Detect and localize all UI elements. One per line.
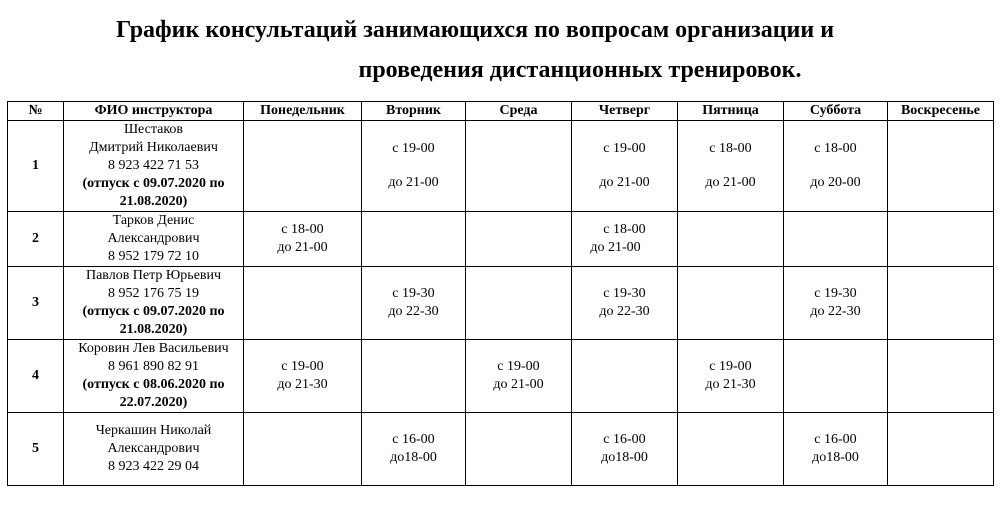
- instructor-name: Александрович: [107, 441, 200, 456]
- document-title: [0, 10, 1000, 90]
- instructor-phone: 8 961 890 82 91: [108, 359, 199, 374]
- instructor-phone: 8 952 179 72 10: [108, 249, 199, 264]
- instructor-cell: [64, 413, 244, 486]
- thursday-cell: [572, 267, 678, 340]
- row-number: 5: [8, 413, 64, 486]
- vacation-note: 22.07.2020): [119, 395, 188, 410]
- time-from: с 19-00: [392, 141, 435, 156]
- friday-cell: [678, 121, 784, 212]
- table-header-row: [8, 102, 994, 121]
- sunday-cell: [888, 413, 994, 486]
- time-from: с 18-00: [281, 222, 324, 237]
- time-from: с 19-00: [709, 359, 752, 374]
- sunday-cell: [888, 267, 994, 340]
- instructor-name: Павлов Петр Юрьевич: [85, 268, 222, 283]
- time-to: до18-00: [812, 450, 859, 465]
- row-number: 4: [8, 340, 64, 413]
- sunday-cell: [888, 212, 994, 267]
- instructor-name: Черкашин Николай: [95, 423, 212, 438]
- wednesday-cell: [466, 212, 572, 267]
- time-to: до 21-00: [590, 240, 641, 255]
- monday-cell: [244, 267, 362, 340]
- monday-cell: [244, 121, 362, 212]
- tuesday-cell: [362, 212, 466, 267]
- time-to: до 22-30: [810, 304, 861, 319]
- time-from: с 19-00: [603, 141, 646, 156]
- instructor-name: Александрович: [107, 231, 200, 246]
- header-sunday: Воскресенье: [888, 102, 994, 121]
- tuesday-cell: [362, 340, 466, 413]
- instructor-phone: 8 923 422 71 53: [108, 158, 199, 173]
- saturday-cell: [784, 340, 888, 413]
- header-saturday: Суббота: [784, 102, 888, 121]
- header-friday: Пятница: [678, 102, 784, 121]
- instructor-name: Тарков Денис: [112, 213, 195, 228]
- time-from: с 19-30: [392, 286, 435, 301]
- table-row: [8, 121, 994, 212]
- table-row: [8, 212, 994, 267]
- vacation-note: 21.08.2020): [119, 194, 188, 209]
- wednesday-cell: [466, 121, 572, 212]
- thursday-cell: [572, 340, 678, 413]
- time-from: с 16-00: [392, 432, 435, 447]
- thursday-cell: [572, 413, 678, 486]
- vacation-note: (отпуск с 09.07.2020 по: [82, 176, 225, 191]
- sunday-cell: [888, 340, 994, 413]
- time-from: с 19-30: [603, 286, 646, 301]
- instructor-cell: [64, 212, 244, 267]
- time-from: с 18-00: [603, 222, 646, 237]
- time-to: до18-00: [601, 450, 648, 465]
- time-from: с 19-00: [497, 359, 540, 374]
- row-number: 1: [8, 121, 64, 212]
- friday-cell: [678, 413, 784, 486]
- instructor-name: Коровин Лев Васильевич: [78, 341, 229, 356]
- instructor-cell: [64, 340, 244, 413]
- monday-cell: [244, 212, 362, 267]
- header-wednesday: Среда: [466, 102, 572, 121]
- instructor-cell: [64, 121, 244, 212]
- time-from: с 19-30: [814, 286, 857, 301]
- header-tuesday: Вторник: [362, 102, 466, 121]
- instructor-name: Шестаков: [123, 122, 184, 137]
- saturday-cell: [784, 413, 888, 486]
- tuesday-cell: [362, 121, 466, 212]
- friday-cell: [678, 267, 784, 340]
- wednesday-cell: [466, 340, 572, 413]
- schedule-table: [7, 101, 994, 486]
- header-monday: Понедельник: [244, 102, 362, 121]
- instructor-phone: 8 923 422 29 04: [108, 459, 199, 474]
- instructor-phone: 8 952 176 75 19: [108, 286, 199, 301]
- table-row: [8, 267, 994, 340]
- row-number: 2: [8, 212, 64, 267]
- vacation-note: (отпуск с 08.06.2020 по: [82, 377, 225, 392]
- time-from: с 18-00: [709, 141, 752, 156]
- vacation-note: (отпуск с 09.07.2020 по: [82, 304, 225, 319]
- title-line-1: График консультаций занимающихся по вопросам организации и: [115, 17, 835, 43]
- friday-cell: [678, 212, 784, 267]
- saturday-cell: [784, 267, 888, 340]
- time-to: до 21-00: [599, 175, 650, 190]
- time-from: с 18-00: [814, 141, 857, 156]
- sunday-cell: [888, 121, 994, 212]
- row-number: 3: [8, 267, 64, 340]
- thursday-cell: [572, 212, 678, 267]
- time-to: до 21-00: [493, 377, 544, 392]
- table-row: [8, 413, 994, 486]
- instructor-name: Дмитрий Николаевич: [89, 140, 218, 155]
- time-from: с 19-00: [281, 359, 324, 374]
- tuesday-cell: [362, 413, 466, 486]
- header-name: ФИО инструктора: [64, 102, 244, 121]
- instructor-cell: [64, 267, 244, 340]
- monday-cell: [244, 413, 362, 486]
- time-to: до 22-30: [388, 304, 439, 319]
- time-to: до 21-30: [705, 377, 756, 392]
- time-to: до 21-30: [277, 377, 328, 392]
- time-to: до 21-00: [388, 175, 439, 190]
- wednesday-cell: [466, 413, 572, 486]
- title-line-2: проведения дистанционных тренировок.: [358, 57, 802, 83]
- time-to: до18-00: [390, 450, 437, 465]
- time-to: до 21-00: [277, 240, 328, 255]
- friday-cell: [678, 340, 784, 413]
- header-num: №: [8, 102, 64, 121]
- saturday-cell: [784, 212, 888, 267]
- monday-cell: [244, 340, 362, 413]
- vacation-note: 21.08.2020): [119, 322, 188, 337]
- tuesday-cell: [362, 267, 466, 340]
- wednesday-cell: [466, 267, 572, 340]
- time-to: до 21-00: [705, 175, 756, 190]
- thursday-cell: [572, 121, 678, 212]
- time-to: до 20-00: [810, 175, 861, 190]
- time-from: с 16-00: [603, 432, 646, 447]
- time-to: до 22-30: [599, 304, 650, 319]
- time-from: с 16-00: [814, 432, 857, 447]
- table-row: [8, 340, 994, 413]
- saturday-cell: [784, 121, 888, 212]
- header-thursday: Четверг: [572, 102, 678, 121]
